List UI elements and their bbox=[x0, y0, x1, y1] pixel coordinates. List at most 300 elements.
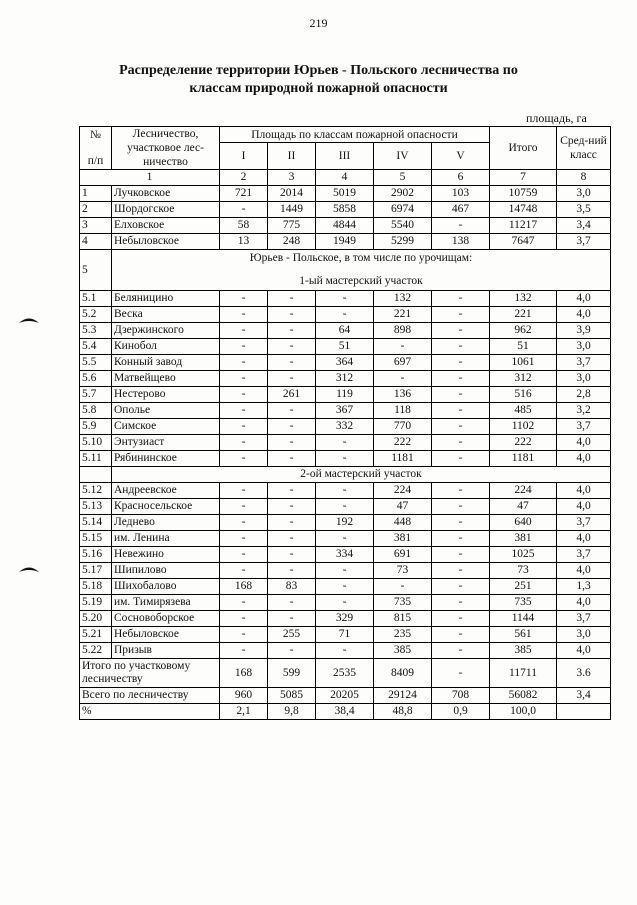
row-total: 485 bbox=[490, 403, 557, 419]
col-number-5: 5 bbox=[374, 170, 432, 186]
section-5-number: 5 bbox=[80, 250, 112, 291]
row-name: им. Тимирязева bbox=[112, 595, 220, 611]
binding-hole-mark bbox=[18, 316, 40, 324]
row-class-5: - bbox=[432, 355, 490, 371]
row-class-3: 192 bbox=[316, 515, 374, 531]
row-number: 5.16 bbox=[80, 547, 112, 563]
row-class-3: 51 bbox=[316, 339, 374, 355]
section-5-heading bbox=[112, 250, 611, 291]
row-class-4: 735 bbox=[374, 595, 432, 611]
table-row bbox=[80, 419, 611, 435]
row-avg: 1,3 bbox=[557, 579, 611, 595]
row-class-1: 168 bbox=[220, 579, 268, 595]
row-name: Небыловское bbox=[112, 234, 220, 250]
row-name: Шордогское bbox=[112, 202, 220, 218]
row-number: 5.11 bbox=[80, 451, 112, 467]
row-total: 222 bbox=[490, 435, 557, 451]
row-class-5: 103 bbox=[432, 186, 490, 202]
row-class-3: 334 bbox=[316, 547, 374, 563]
total-all-label: Всего по лесничеству bbox=[80, 688, 220, 704]
table-row bbox=[80, 499, 611, 515]
row-number: 5.21 bbox=[80, 627, 112, 643]
row-class-4: 136 bbox=[374, 387, 432, 403]
row-avg: 3,2 bbox=[557, 403, 611, 419]
row-number: 5.6 bbox=[80, 371, 112, 387]
row-total: 11217 bbox=[490, 218, 557, 234]
row-class-5: - bbox=[432, 611, 490, 627]
header-num-bottom: п/п bbox=[87, 155, 104, 167]
title-line-2: классам природной пожарной опасности bbox=[189, 81, 448, 96]
total-all-class-4: 29124 bbox=[374, 688, 432, 704]
row-avg: 3,0 bbox=[557, 627, 611, 643]
row-avg: 3,4 bbox=[557, 218, 611, 234]
total-all-total: 56082 bbox=[490, 688, 557, 704]
row-number: 5.20 bbox=[80, 611, 112, 627]
total-uch-total: 11711 bbox=[490, 659, 557, 688]
row-name: Беляницино bbox=[112, 291, 220, 307]
row-class-5: - bbox=[432, 403, 490, 419]
row-class-1: - bbox=[220, 419, 268, 435]
row-avg: 3,7 bbox=[557, 355, 611, 371]
total-all-class-5: 708 bbox=[432, 688, 490, 704]
row-class-3: 4844 bbox=[316, 218, 374, 234]
row-number: 5.17 bbox=[80, 563, 112, 579]
row-class-2: 1449 bbox=[268, 202, 316, 218]
header-class-5: V bbox=[432, 143, 490, 170]
row-class-2: - bbox=[268, 563, 316, 579]
header-class-4: IV bbox=[374, 143, 432, 170]
row-class-2: - bbox=[268, 403, 316, 419]
table-row bbox=[80, 218, 611, 234]
row-name: Невежино bbox=[112, 547, 220, 563]
row-class-4: 691 bbox=[374, 547, 432, 563]
row-class-4: 770 bbox=[374, 419, 432, 435]
table-row bbox=[80, 291, 611, 307]
row-name: Симское bbox=[112, 419, 220, 435]
header-row bbox=[80, 127, 611, 143]
row-class-1: - bbox=[220, 435, 268, 451]
percent-row bbox=[80, 704, 611, 720]
row-number: 5.10 bbox=[80, 435, 112, 451]
table-row bbox=[80, 515, 611, 531]
header-avg-class: Сред-ний класс bbox=[557, 127, 611, 170]
row-avg: 4,0 bbox=[557, 499, 611, 515]
row-class-1: - bbox=[220, 499, 268, 515]
row-number: 5.8 bbox=[80, 403, 112, 419]
row-class-5: - bbox=[432, 435, 490, 451]
table-row bbox=[80, 371, 611, 387]
row-avg: 3,7 bbox=[557, 547, 611, 563]
page-number: 219 bbox=[309, 16, 328, 30]
row-class-4: 6974 bbox=[374, 202, 432, 218]
row-avg: 4,0 bbox=[557, 435, 611, 451]
row-class-2: - bbox=[268, 547, 316, 563]
row-name: Небыловское bbox=[112, 627, 220, 643]
fire-hazard-table bbox=[79, 126, 611, 720]
row-class-3: - bbox=[316, 435, 374, 451]
column-number-row bbox=[80, 170, 611, 186]
total-all-class-3: 20205 bbox=[316, 688, 374, 704]
row-class-1: - bbox=[220, 611, 268, 627]
rows-subsection-1 bbox=[80, 291, 611, 467]
row-name: Андреевское bbox=[112, 483, 220, 499]
total-uch-class-3: 2535 bbox=[316, 659, 374, 688]
row-number: 5.18 bbox=[80, 579, 112, 595]
row-class-1: - bbox=[220, 595, 268, 611]
row-class-4: 222 bbox=[374, 435, 432, 451]
col-number-6: 6 bbox=[432, 170, 490, 186]
row-number: 5.2 bbox=[80, 307, 112, 323]
row-class-3: 119 bbox=[316, 387, 374, 403]
header-total: Итого bbox=[490, 127, 557, 170]
row-total: 1181 bbox=[490, 451, 557, 467]
row-name: Кинобол bbox=[112, 339, 220, 355]
row-total: 51 bbox=[490, 339, 557, 355]
table-row bbox=[80, 451, 611, 467]
percent-label: % bbox=[80, 704, 220, 720]
row-avg: 3,0 bbox=[557, 186, 611, 202]
unit-label: площадь, га bbox=[526, 111, 587, 125]
header-class-2: II bbox=[268, 143, 316, 170]
col-number-1: 1 bbox=[80, 170, 220, 186]
row-number: 5.15 bbox=[80, 531, 112, 547]
subsection-2-empty bbox=[80, 467, 112, 483]
row-total: 385 bbox=[490, 643, 557, 659]
col-number-2: 2 bbox=[220, 170, 268, 186]
row-class-4: 381 bbox=[374, 531, 432, 547]
table-row bbox=[80, 403, 611, 419]
col-number-4: 4 bbox=[316, 170, 374, 186]
table-row bbox=[80, 563, 611, 579]
table-row bbox=[80, 234, 611, 250]
header-num-top: № bbox=[90, 129, 101, 141]
row-class-1: - bbox=[220, 627, 268, 643]
table-row bbox=[80, 627, 611, 643]
row-avg: 4,0 bbox=[557, 483, 611, 499]
row-total: 251 bbox=[490, 579, 557, 595]
row-class-3: 312 bbox=[316, 371, 374, 387]
row-number: 5.13 bbox=[80, 499, 112, 515]
row-number: 3 bbox=[80, 218, 112, 234]
row-total: 1102 bbox=[490, 419, 557, 435]
row-name: Шихобалово bbox=[112, 579, 220, 595]
row-number: 5.14 bbox=[80, 515, 112, 531]
row-class-3: - bbox=[316, 307, 374, 323]
row-name: Матвейщево bbox=[112, 371, 220, 387]
row-class-3: - bbox=[316, 563, 374, 579]
row-class-2: - bbox=[268, 515, 316, 531]
title-line-1: Распределение территории Юрьев - Польского лесничества по bbox=[119, 63, 518, 78]
row-number: 5.9 bbox=[80, 419, 112, 435]
row-class-2: - bbox=[268, 435, 316, 451]
row-class-3: - bbox=[316, 531, 374, 547]
header-forestry: Лесничество, участковое лес-ничество bbox=[112, 127, 220, 170]
row-avg: 4,0 bbox=[557, 563, 611, 579]
row-class-5: - bbox=[432, 483, 490, 499]
row-class-5: - bbox=[432, 218, 490, 234]
row-class-4: 1181 bbox=[374, 451, 432, 467]
row-class-5: - bbox=[432, 307, 490, 323]
row-class-2: 248 bbox=[268, 234, 316, 250]
row-name: Ополье bbox=[112, 403, 220, 419]
row-class-3: - bbox=[316, 643, 374, 659]
header-num bbox=[80, 127, 112, 170]
header-area-by-class: Площадь по классам пожарной опасности bbox=[220, 127, 490, 143]
row-name: Рябининское bbox=[112, 451, 220, 467]
row-total: 640 bbox=[490, 515, 557, 531]
row-total: 1061 bbox=[490, 355, 557, 371]
row-avg: 2,8 bbox=[557, 387, 611, 403]
row-name: Красносельское bbox=[112, 499, 220, 515]
row-class-5: - bbox=[432, 547, 490, 563]
row-class-2: 83 bbox=[268, 579, 316, 595]
table-row bbox=[80, 323, 611, 339]
row-avg: 4,0 bbox=[557, 451, 611, 467]
row-avg: 4,0 bbox=[557, 307, 611, 323]
row-number: 5.1 bbox=[80, 291, 112, 307]
row-class-1: - bbox=[220, 483, 268, 499]
row-class-4: - bbox=[374, 339, 432, 355]
row-name: им. Ленина bbox=[112, 531, 220, 547]
row-class-5: - bbox=[432, 531, 490, 547]
row-class-4: 697 bbox=[374, 355, 432, 371]
rows-top bbox=[80, 186, 611, 250]
row-class-1: - bbox=[220, 451, 268, 467]
row-class-2: - bbox=[268, 339, 316, 355]
row-class-5: 138 bbox=[432, 234, 490, 250]
row-total: 73 bbox=[490, 563, 557, 579]
percent-class-3: 38,4 bbox=[316, 704, 374, 720]
subsection-2-label: 2-ой мастерский участок bbox=[112, 467, 611, 483]
row-class-3: 5019 bbox=[316, 186, 374, 202]
row-class-2: - bbox=[268, 483, 316, 499]
row-name: Конный завод bbox=[112, 355, 220, 371]
row-class-1: - bbox=[220, 387, 268, 403]
row-avg: 4,0 bbox=[557, 643, 611, 659]
row-class-5: - bbox=[432, 515, 490, 531]
row-class-2: - bbox=[268, 451, 316, 467]
row-number: 5.12 bbox=[80, 483, 112, 499]
section-5 bbox=[80, 250, 611, 291]
row-class-4: - bbox=[374, 371, 432, 387]
row-class-2: - bbox=[268, 419, 316, 435]
row-class-3: 367 bbox=[316, 403, 374, 419]
row-class-1: - bbox=[220, 547, 268, 563]
row-avg: 3,9 bbox=[557, 323, 611, 339]
row-class-1: - bbox=[220, 643, 268, 659]
row-class-1: - bbox=[220, 323, 268, 339]
row-total: 962 bbox=[490, 323, 557, 339]
row-avg: 3,0 bbox=[557, 371, 611, 387]
row-class-3: - bbox=[316, 595, 374, 611]
row-name: Нестерово bbox=[112, 387, 220, 403]
row-total: 14748 bbox=[490, 202, 557, 218]
row-total: 1144 bbox=[490, 611, 557, 627]
row-name: Леднево bbox=[112, 515, 220, 531]
table-row bbox=[80, 355, 611, 371]
percent-avg bbox=[557, 704, 611, 720]
row-name: Елховское bbox=[112, 218, 220, 234]
row-class-2: - bbox=[268, 643, 316, 659]
table-row bbox=[80, 547, 611, 563]
row-avg: 3,0 bbox=[557, 339, 611, 355]
row-avg: 3,7 bbox=[557, 611, 611, 627]
row-class-4: 2902 bbox=[374, 186, 432, 202]
row-class-1: - bbox=[220, 339, 268, 355]
row-total: 561 bbox=[490, 627, 557, 643]
row-class-1: 721 bbox=[220, 186, 268, 202]
row-class-1: - bbox=[220, 371, 268, 387]
table-row bbox=[80, 531, 611, 547]
header-class-3: III bbox=[316, 143, 374, 170]
row-avg: 3,7 bbox=[557, 515, 611, 531]
row-total: 7647 bbox=[490, 234, 557, 250]
row-class-4: 898 bbox=[374, 323, 432, 339]
row-class-2: - bbox=[268, 323, 316, 339]
row-class-3: 5858 bbox=[316, 202, 374, 218]
row-class-4: 118 bbox=[374, 403, 432, 419]
row-class-2: - bbox=[268, 531, 316, 547]
row-total: 516 bbox=[490, 387, 557, 403]
row-total: 312 bbox=[490, 371, 557, 387]
total-all-class-2: 5085 bbox=[268, 688, 316, 704]
table-row bbox=[80, 387, 611, 403]
col-number-3: 3 bbox=[268, 170, 316, 186]
table-row bbox=[80, 483, 611, 499]
row-class-2: - bbox=[268, 355, 316, 371]
row-number: 2 bbox=[80, 202, 112, 218]
row-avg: 3,7 bbox=[557, 419, 611, 435]
row-number: 1 bbox=[80, 186, 112, 202]
table-row bbox=[80, 643, 611, 659]
row-class-4: 385 bbox=[374, 643, 432, 659]
row-name: Дзержинского bbox=[112, 323, 220, 339]
col-number-7: 7 bbox=[490, 170, 557, 186]
row-total: 381 bbox=[490, 531, 557, 547]
table-row bbox=[80, 579, 611, 595]
row-class-2: - bbox=[268, 499, 316, 515]
row-class-4: 73 bbox=[374, 563, 432, 579]
row-class-4: 221 bbox=[374, 307, 432, 323]
row-class-3: - bbox=[316, 483, 374, 499]
row-class-2: - bbox=[268, 307, 316, 323]
table-row bbox=[80, 595, 611, 611]
percent-class-5: 0,9 bbox=[432, 704, 490, 720]
row-class-1: - bbox=[220, 355, 268, 371]
row-class-5: - bbox=[432, 323, 490, 339]
row-class-2: 255 bbox=[268, 627, 316, 643]
row-avg: 4,0 bbox=[557, 291, 611, 307]
row-class-5: - bbox=[432, 643, 490, 659]
total-uch-class-2: 599 bbox=[268, 659, 316, 688]
table-row bbox=[80, 435, 611, 451]
row-total: 1025 bbox=[490, 547, 557, 563]
row-class-3: 71 bbox=[316, 627, 374, 643]
total-uch-class-4: 8409 bbox=[374, 659, 432, 688]
totals bbox=[80, 659, 611, 720]
total-uch-row bbox=[80, 659, 611, 688]
total-all-row bbox=[80, 688, 611, 704]
row-total: 47 bbox=[490, 499, 557, 515]
row-class-5: - bbox=[432, 339, 490, 355]
row-total: 10759 bbox=[490, 186, 557, 202]
row-class-4: - bbox=[374, 579, 432, 595]
percent-class-4: 48,8 bbox=[374, 704, 432, 720]
row-class-1: - bbox=[220, 291, 268, 307]
percent-class-2: 9,8 bbox=[268, 704, 316, 720]
row-class-3: - bbox=[316, 451, 374, 467]
row-class-4: 132 bbox=[374, 291, 432, 307]
row-class-1: - bbox=[220, 202, 268, 218]
total-uch-class-1: 168 bbox=[220, 659, 268, 688]
row-class-5: - bbox=[432, 387, 490, 403]
col-number-8: 8 bbox=[557, 170, 611, 186]
row-class-1: 13 bbox=[220, 234, 268, 250]
row-class-4: 224 bbox=[374, 483, 432, 499]
row-class-3: 364 bbox=[316, 355, 374, 371]
row-class-5: 467 bbox=[432, 202, 490, 218]
row-class-3: 332 bbox=[316, 419, 374, 435]
row-class-3: - bbox=[316, 291, 374, 307]
row-class-2: 775 bbox=[268, 218, 316, 234]
row-number: 5.19 bbox=[80, 595, 112, 611]
row-class-1: - bbox=[220, 403, 268, 419]
row-class-5: - bbox=[432, 563, 490, 579]
row-class-2: - bbox=[268, 291, 316, 307]
subsection-2-row bbox=[80, 467, 611, 483]
row-avg: 3,5 bbox=[557, 202, 611, 218]
row-name: Энтузиаст bbox=[112, 435, 220, 451]
binding-hole-mark bbox=[18, 565, 40, 573]
row-class-1: 58 bbox=[220, 218, 268, 234]
row-class-1: - bbox=[220, 515, 268, 531]
row-total: 224 bbox=[490, 483, 557, 499]
row-avg: 4,0 bbox=[557, 595, 611, 611]
row-class-4: 448 bbox=[374, 515, 432, 531]
row-name: Призыв bbox=[112, 643, 220, 659]
row-class-5: - bbox=[432, 627, 490, 643]
row-avg: 4,0 bbox=[557, 531, 611, 547]
row-total: 132 bbox=[490, 291, 557, 307]
row-class-4: 5540 bbox=[374, 218, 432, 234]
table-row bbox=[80, 307, 611, 323]
total-uch-class-5: - bbox=[432, 659, 490, 688]
row-number: 5.5 bbox=[80, 355, 112, 371]
subsection-2 bbox=[80, 467, 611, 483]
row-class-1: - bbox=[220, 531, 268, 547]
row-name: Веска bbox=[112, 307, 220, 323]
total-uch-avg: 3.6 bbox=[557, 659, 611, 688]
row-total: 221 bbox=[490, 307, 557, 323]
section-5-line-1: Юрьев - Польское, в том числе по урочищам: bbox=[249, 252, 473, 264]
row-class-3: - bbox=[316, 499, 374, 515]
row-class-4: 5299 bbox=[374, 234, 432, 250]
row-class-1: - bbox=[220, 563, 268, 579]
row-class-5: - bbox=[432, 371, 490, 387]
row-class-5: - bbox=[432, 595, 490, 611]
row-class-3: 64 bbox=[316, 323, 374, 339]
row-name: Шипилово bbox=[112, 563, 220, 579]
row-class-3: 329 bbox=[316, 611, 374, 627]
rows-subsection-2 bbox=[80, 483, 611, 659]
row-class-3: 1949 bbox=[316, 234, 374, 250]
row-class-5: - bbox=[432, 579, 490, 595]
row-number: 5.22 bbox=[80, 643, 112, 659]
percent-total: 100,0 bbox=[490, 704, 557, 720]
row-class-5: - bbox=[432, 499, 490, 515]
row-number: 5.7 bbox=[80, 387, 112, 403]
row-number: 4 bbox=[80, 234, 112, 250]
